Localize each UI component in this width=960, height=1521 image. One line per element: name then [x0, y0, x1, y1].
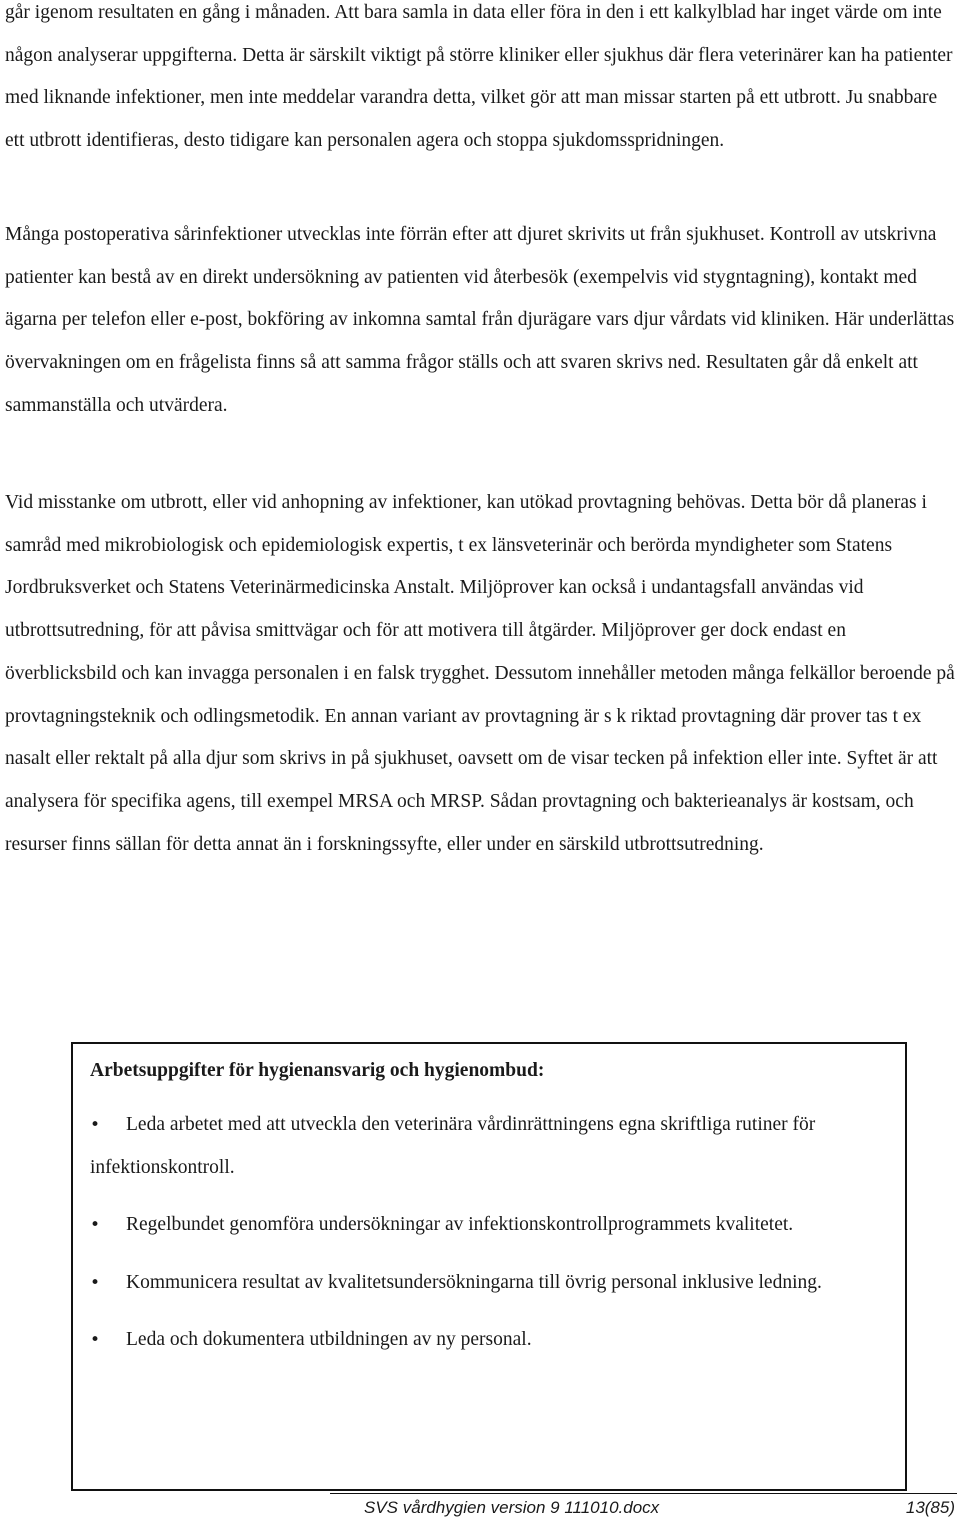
task-list-item: [90, 1204, 890, 1247]
bullet-icon: •: [90, 1330, 101, 1350]
body-paragraph-2: Många postoperativa sårinfektioner utvecklas inte förrän efter att djuret skrivits ut från sjukhuset. Kontroll av utskrivna patienter kan bestå av en direkt undersökning av patienten vid återbesök (exempelvis vid stygntagning), kontakt med ägarna per telefon eller e-post, bokföring av inkomna samtal från djurägare vars djur vårdats vid kliniken. Här underlättas övervakningen om en frågelista finns så att samma frågor ställs och att svaren skrivs ned. Resultaten går då enkelt att sammanställa och utvärdera.: [5, 224, 955, 416]
task-list: [90, 1104, 890, 1377]
task-list-item: [90, 1104, 890, 1189]
task-item-text: Leda och dokumentera utbildningen av ny personal.: [126, 1329, 532, 1350]
task-item-text: Regelbundet genomföra undersökningar av infektionskontrollprogrammets kvalitetet.: [126, 1214, 794, 1235]
bullet-icon: •: [90, 1215, 101, 1235]
task-box: [71, 1042, 907, 1491]
task-box-heading: Arbetsuppgifter för hygienansvarig och hygienombud:: [90, 1060, 545, 1081]
body-paragraph-1: går igenom resultaten en gång i månaden. Att bara samla in data eller föra in den i ett kalkylblad har inget värde om inte någon analyserar uppgifterna. Detta är särskilt viktigt på större kliniker eller sjukhus där flera veterinärer kan ha patienter med liknande infektioner, men inte meddelar varandra detta, vilket gör att man missar starten på ett utbrott. Ju snabbare ett utbrott identifieras, desto tidigare kan personalen agera och stoppa sjukdomsspridningen.: [5, 2, 953, 152]
task-list-item: [90, 1319, 890, 1362]
task-item-text: Leda arbetet med att utveckla den veterinära vårdinrättningens egna skriftliga rutiner för infektionskontroll.: [90, 1114, 816, 1178]
task-list-item: [90, 1262, 890, 1305]
footer-page-number: 13(85): [905, 1498, 955, 1517]
body-paragraph-3: Vid misstanke om utbrott, eller vid anhopning av infektioner, kan utökad provtagning behövas. Detta bör då planeras i samråd med mikrobiologisk och epidemiologisk expertis, t ex länsveterinär och berörda myndigheter som Statens Jordbruksverket och Statens Veterinärmedicinska Anstalt. Miljöprover kan också i undantagsfall användas vid utbrottsutredning, för att påvisa smittvägar och för att motivera till åtgärder. Miljöprover ger dock endast en överblicksbild och kan invagga personalen i en falsk trygghet. Dessutom innehåller metoden många felkällor beroende på provtagningsteknik och odlingsmetodik. En annan variant av provtagning är s k riktad provtagning där prover tas t ex nasalt eller rektalt på alla djur som skrivs in på sjukhuset, oavsett om de visar tecken på infektion eller inte. Syftet är att analysera för specifika agens, till exempel MRSA och MRSP. Sådan provtagning och bakterieanalys är kostsam, och resurser finns sällan för detta annat än i forskningssyfte, eller under en särskild utbrottsutredning.: [5, 492, 955, 855]
bullet-icon: •: [90, 1115, 101, 1135]
task-item-text: Kommunicera resultat av kvalitetsundersökningarna till övrig personal inklusive ledning.: [126, 1271, 822, 1293]
bullet-icon: •: [90, 1272, 101, 1293]
footer-document-name: SVS vårdhygien version 9 111010.docx: [364, 1498, 660, 1517]
page-footer: [330, 1493, 957, 1520]
